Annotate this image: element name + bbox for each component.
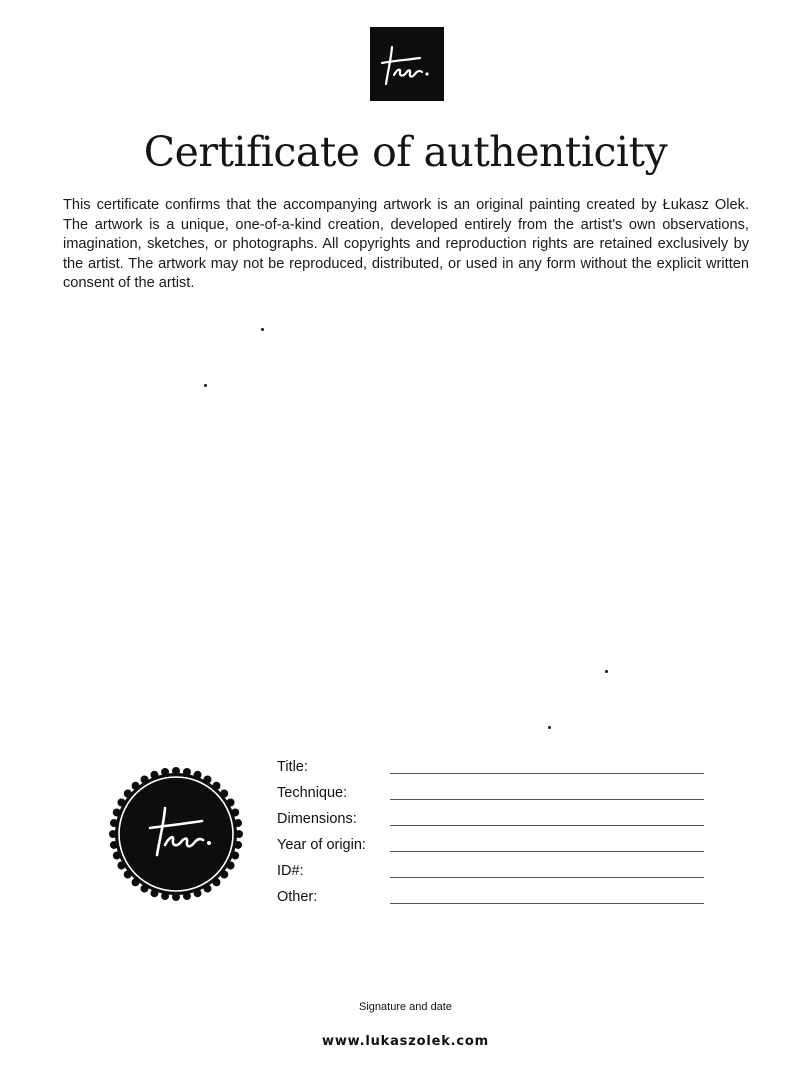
year-of-origin-line (390, 851, 704, 852)
technique-field-row (277, 783, 707, 809)
signature-monogram-icon (370, 27, 444, 101)
speck-dot (261, 328, 264, 331)
id-field-row (277, 861, 707, 887)
dimensions-label: Dimensions: (277, 811, 357, 827)
certificate-statement: This certificate confirms that the accompanying artwork is an original painting created by Łukasz Olek. The artwork is a unique, one-of-a-kind creation, developed entirely from the artist's own observations, imagination, sketches, or photographs. All copyrights and reproduction rights are retained exclusively by the artist. The artwork may not be reproduced, distributed, or used in any form without the explicit written consent of the artist. (63, 197, 749, 292)
dimensions-line (390, 825, 704, 826)
id-label: ID#: (277, 863, 304, 879)
other-label: Other: (277, 889, 318, 905)
year-of-origin-label: Year of origin: (277, 837, 366, 853)
other-line (390, 903, 704, 904)
title-field-row (277, 757, 707, 783)
id-line (390, 877, 704, 878)
seal-stamp-icon (108, 766, 244, 902)
title-line (390, 773, 704, 774)
signature-label: Signature and date (359, 1001, 452, 1013)
speck-dot (204, 384, 207, 387)
year-field-row (277, 835, 707, 861)
logo (370, 27, 444, 101)
page-title: Certificate of authenticity (143, 128, 668, 176)
artwork-details (277, 757, 707, 913)
speck-dot (548, 726, 551, 729)
other-field-row (277, 887, 707, 913)
seal (108, 766, 244, 902)
website-link[interactable]: www.lukaszolek.com (322, 1034, 489, 1049)
dimensions-field-row (277, 809, 707, 835)
title-label: Title: (277, 759, 308, 775)
technique-label: Technique: (277, 785, 348, 801)
speck-dot (605, 670, 608, 673)
technique-line (390, 799, 704, 800)
